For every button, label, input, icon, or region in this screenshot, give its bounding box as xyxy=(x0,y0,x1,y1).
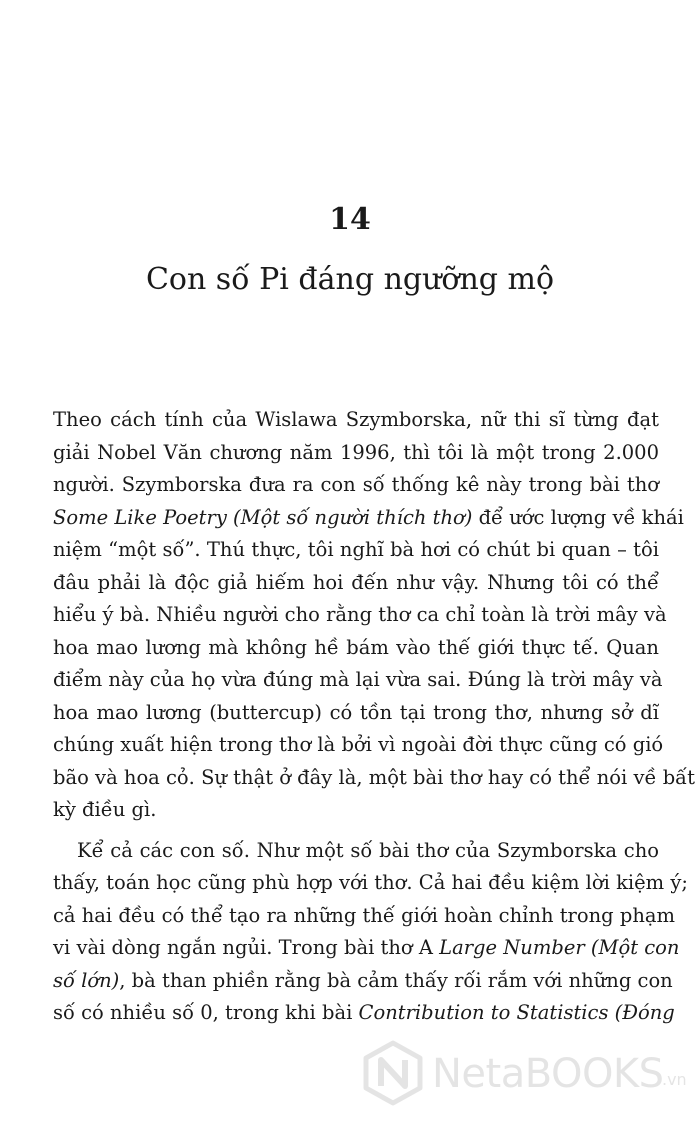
text-line xyxy=(53,932,680,965)
watermark xyxy=(362,1040,692,1110)
text-line: thấy, toán học cũng phù hợp với thơ. Cả hai đều kiệm lời kiệm ý; xyxy=(53,871,688,894)
text-line: điểm này của họ vừa đúng mà lại vừa sai. Đúng là trời mây và xyxy=(53,668,663,691)
text-line: hiểu ý bà. Nhiều người cho rằng thơ ca chỉ toàn là trời mây và xyxy=(53,603,667,626)
watermark-suffix: .vn xyxy=(662,1070,687,1089)
text-line xyxy=(53,965,673,998)
paragraph-1 xyxy=(53,404,695,827)
text-line: bão và hoa cỏ. Sự thật ở đây là, một bài thơ hay có thể nói về bất xyxy=(53,765,695,789)
text-line: kỳ điều gì. xyxy=(53,798,157,821)
watermark-brand: NetaBOOKS xyxy=(432,1051,664,1097)
text-line: cả hai đều có thể tạo ra những thế giới hoàn chỉnh trong phạm xyxy=(53,903,676,927)
text-line: giải Nobel Văn chương năm 1996, thì tôi là một trong 2.000 xyxy=(53,440,659,464)
text-line: niệm “một số”. Thú thực, tôi nghĩ bà hơi có chút bi quan – tôi xyxy=(53,538,659,561)
text-line: Theo cách tính của Wislawa Szymborska, nữ thi sĩ từng đạt xyxy=(53,408,659,431)
italic-title: Large Number (Một con xyxy=(439,936,680,959)
text-line: hoa mao lương mà không hề bám vào thế giới thực tế. Quan xyxy=(53,635,659,659)
text-span: vi vài dòng ngắn ngủi. Trong bài thơ A xyxy=(53,936,440,959)
text-span: , bà than phiền rằng bà cảm thấy rối rắm với những con xyxy=(119,968,673,992)
text-line: Kể cả các con số. Như một số bài thơ của Szymborska cho xyxy=(77,838,659,862)
italic-title: Some Like Poetry (Một số người thích thơ) xyxy=(53,505,473,529)
text-line: người. Szymborska đưa ra con số thống kê này trong bài thơ xyxy=(53,473,659,496)
text-line: hoa mao lương (buttercup) có tồn tại trong thơ, nhưng sở dĩ xyxy=(53,700,659,724)
italic-title: số lớn) xyxy=(53,968,120,992)
chapter-title: Con số Pi đáng ngưỡng mộ xyxy=(145,262,555,297)
italic-title: Contribution to Statistics (Đóng xyxy=(358,1001,675,1024)
text-line xyxy=(53,997,675,1030)
text-span: số có nhiều số 0, trong khi bài xyxy=(53,1001,359,1024)
text-line xyxy=(53,502,684,535)
chapter-number: 14 xyxy=(329,202,371,237)
text-line: chúng xuất hiện trong thơ là bởi vì ngoài đời thực cũng có gió xyxy=(53,733,664,756)
body-text xyxy=(53,404,695,1030)
paragraph-2 xyxy=(53,835,688,1030)
text-line: đâu phải là độc giả hiếm hoi đến như vậy. Nhưng tôi có thể xyxy=(53,570,659,594)
text-span: để ước lượng về khái xyxy=(472,505,684,529)
netabooks-logo-icon xyxy=(362,1040,424,1106)
